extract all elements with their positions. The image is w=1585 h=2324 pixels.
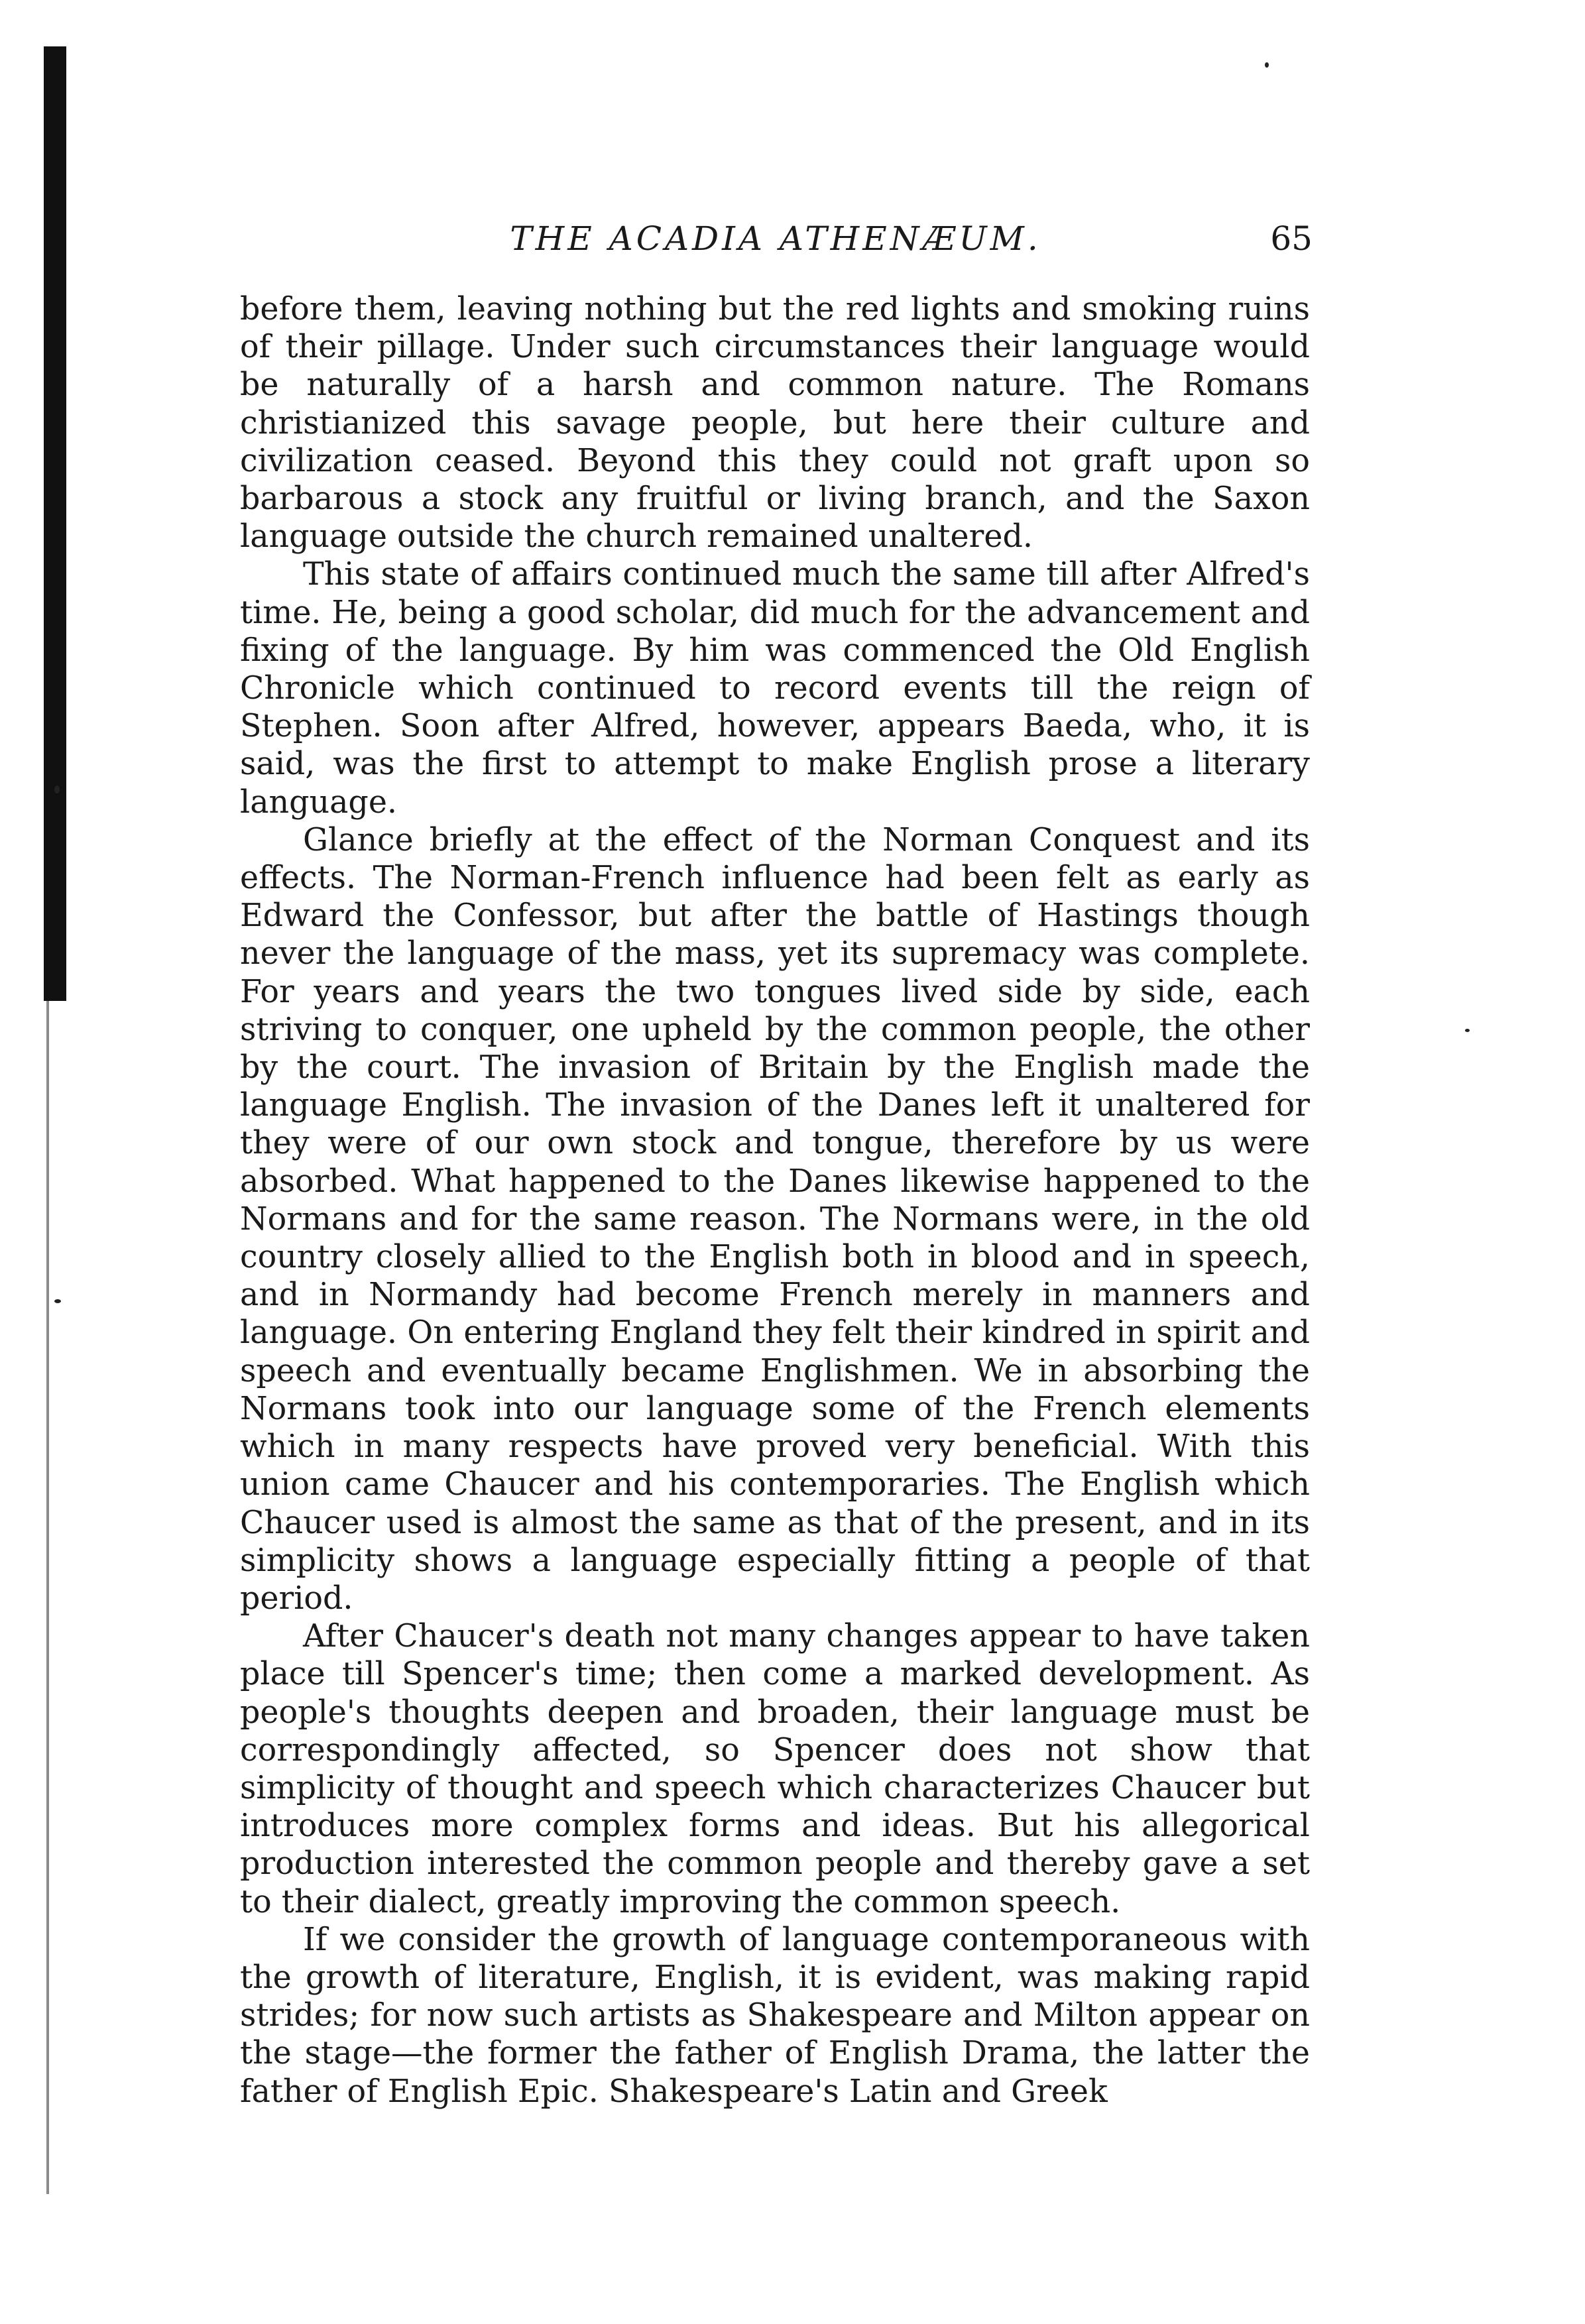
paragraph: After Chaucer's death not many changes appear to have taken place till Spencer's time; then come a marked development. As people's thoughts deepen and broaden, their language must be correspondingly affected, so Spencer does not show that simplicity of thought and speech which characterizes Chaucer but introduces more complex forms and ideas. But his allegorical production interested the common people and thereby gave a set to their dialect, greatly improving the common speech.	[240, 1618, 1310, 1920]
paragraph: before them, leaving nothing but the red lights and smoking ruins of their pillage. Under such circumstances their language would be naturally of a harsh and common nature. The Romans christianized this savage people, but here their culture and civilization ceased. Beyond this they could not graft upon so barbarous a stock any fruitful or living branch, and the Saxon language outside the church remained unaltered.	[240, 291, 1310, 555]
page-header	[239, 212, 1313, 265]
article-body	[240, 290, 1310, 2111]
page-number: 65	[1270, 219, 1313, 258]
paragraph: Glance briefly at the effect of the Norman Conquest and its effects. The Norman-French influence had been felt as early as Edward the Confessor, but after the battle of Hastings though never the language of the mass, yet its supremacy was complete. For years and years the two tongues lived side by side, each striving to conquer, one upheld by the common people, the other by the court. The invasion of Britain by the English made the language English. The invasion of the Danes left it unaltered for they were of our own stock and tongue, therefore by us were absorbed. What happened to the Danes likewise happened to the Normans and for the same reason. The Normans were, in the old country closely allied to the English both in blood and in speech, and in Normandy had become French merely in manners and language. On entering England they felt their kindred in spirit and speech and eventually became Englishmen. We in absorbing the Normans took into our language some of the French elements which in many respects have proved very beneficial. With this union came Chaucer and his contemporaries. The English which Chaucer used is almost the same as that of the present, and in its simplicity shows a language especially fitting a people of that period.	[240, 821, 1310, 1617]
binding-edge	[44, 46, 66, 1001]
paragraph: This state of affairs continued much the same till after Alfred's time. He, being a good scholar, did much for the advancement and fixing of the language. By him was commenced the Old English Chronicle which continued to record events till the reign of Stephen. Soon after Alfred, however, appears Baeda, who, it is said, was the first to attempt to make English prose a literary language.	[240, 556, 1310, 821]
running-title: THE ACADIA ATHENÆUM.	[510, 219, 1041, 258]
paragraph: If we consider the growth of language contemporaneous with the growth of literature, English, it is evident, was making rapid strides; for now such artists as Shakespeare and Milton appear on the stage—the former the father of English Drama, the latter the father of English Epic. Shakespeare's Latin and Greek	[240, 1921, 1310, 2110]
binding-edge-shadow	[46, 1001, 49, 2194]
print-speck	[54, 785, 60, 793]
print-speck	[54, 1299, 61, 1303]
print-speck	[1465, 1029, 1470, 1032]
print-speck	[1265, 62, 1269, 68]
